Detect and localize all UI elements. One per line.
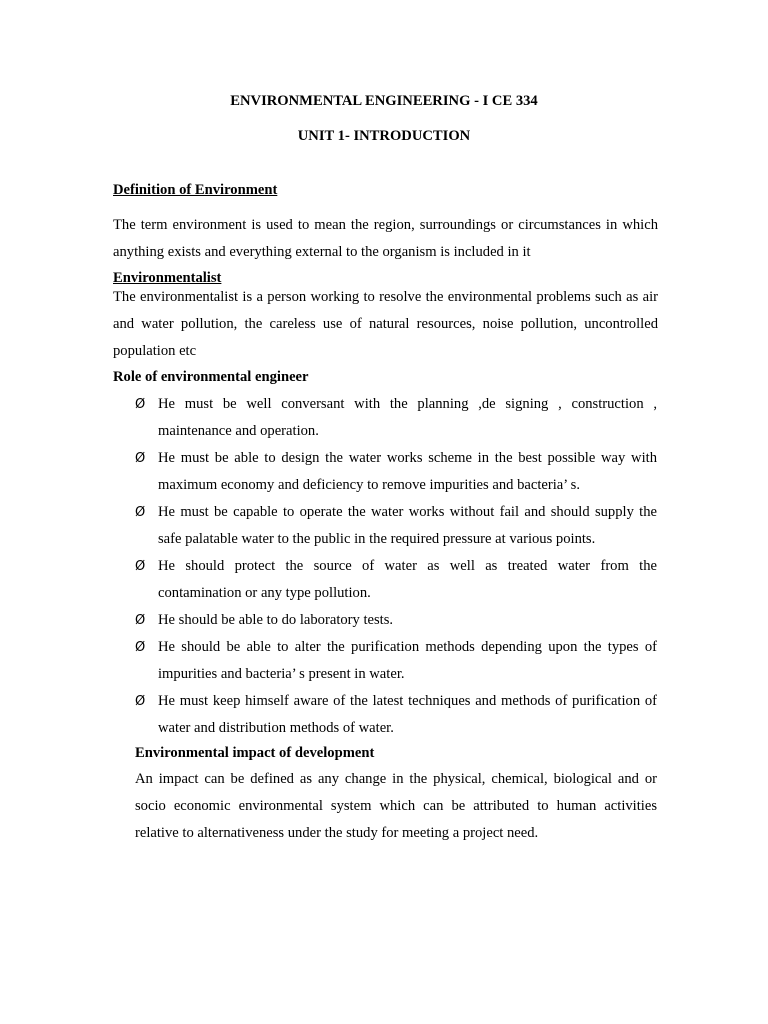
environmentalist-heading: Environmentalist (113, 270, 222, 286)
bullet-text: He should protect the source of water as well as treated water from the contamination or any type pollution. (158, 558, 657, 601)
impact-heading: Environmental impact of development (135, 745, 375, 761)
list-item (135, 499, 657, 553)
environmentalist-paragraph: The environmentalist is a person working to resolve the environmental problems such as air and water pollution, the careless use of natural resources, noise pollution, uncontrolled population etc (113, 289, 658, 359)
definition-heading: Definition of Environment (113, 182, 278, 198)
role-heading: Role of environmental engineer (113, 369, 309, 385)
impact-paragraph: An impact can be defined as any change in the physical, chemical, biological and or socio economic environmental system which can be attributed to human activities relative to alternativeness under the study for meeting a project need. (135, 771, 657, 841)
list-item (135, 445, 657, 499)
role-bullet-list (135, 391, 657, 742)
bullet-symbol-icon: Ø (135, 640, 146, 655)
bullet-symbol-icon: Ø (135, 451, 146, 466)
list-item (135, 391, 657, 445)
list-item (135, 607, 657, 634)
bullet-text: He must be able to design the water works scheme in the best possible way with maximum economy and deficiency to remove impurities and bacteria’ s. (158, 450, 657, 493)
bullet-text: He should be able to alter the purification methods depending upon the types of impurities and bacteria’ s present in water. (158, 639, 657, 682)
bullet-text: He should be able to do laboratory tests. (158, 612, 394, 628)
list-item (135, 688, 657, 742)
bullet-symbol-icon: Ø (135, 559, 146, 574)
definition-paragraph: The term environment is used to mean the region, surroundings or circumstances in which anything exists and everything external to the organism is included in it (113, 217, 658, 260)
list-item (135, 553, 657, 607)
bullet-symbol-icon: Ø (135, 397, 146, 412)
bullet-symbol-icon: Ø (135, 694, 146, 709)
unit-title: UNIT 1- INTRODUCTION (297, 128, 471, 144)
document-title: ENVIRONMENTAL ENGINEERING - I CE 334 (230, 93, 538, 109)
bullet-text: He must be capable to operate the water works without fail and should supply the safe palatable water to the public in the required pressure at various points. (158, 504, 657, 547)
list-item (135, 634, 657, 688)
bullet-symbol-icon: Ø (135, 505, 146, 520)
bullet-text: He must keep himself aware of the latest techniques and methods of purification of water and distribution methods of water. (158, 693, 657, 736)
bullet-text: He must be well conversant with the planning ,de signing , construction , maintenance and operation. (158, 396, 657, 439)
bullet-symbol-icon: Ø (135, 613, 146, 628)
